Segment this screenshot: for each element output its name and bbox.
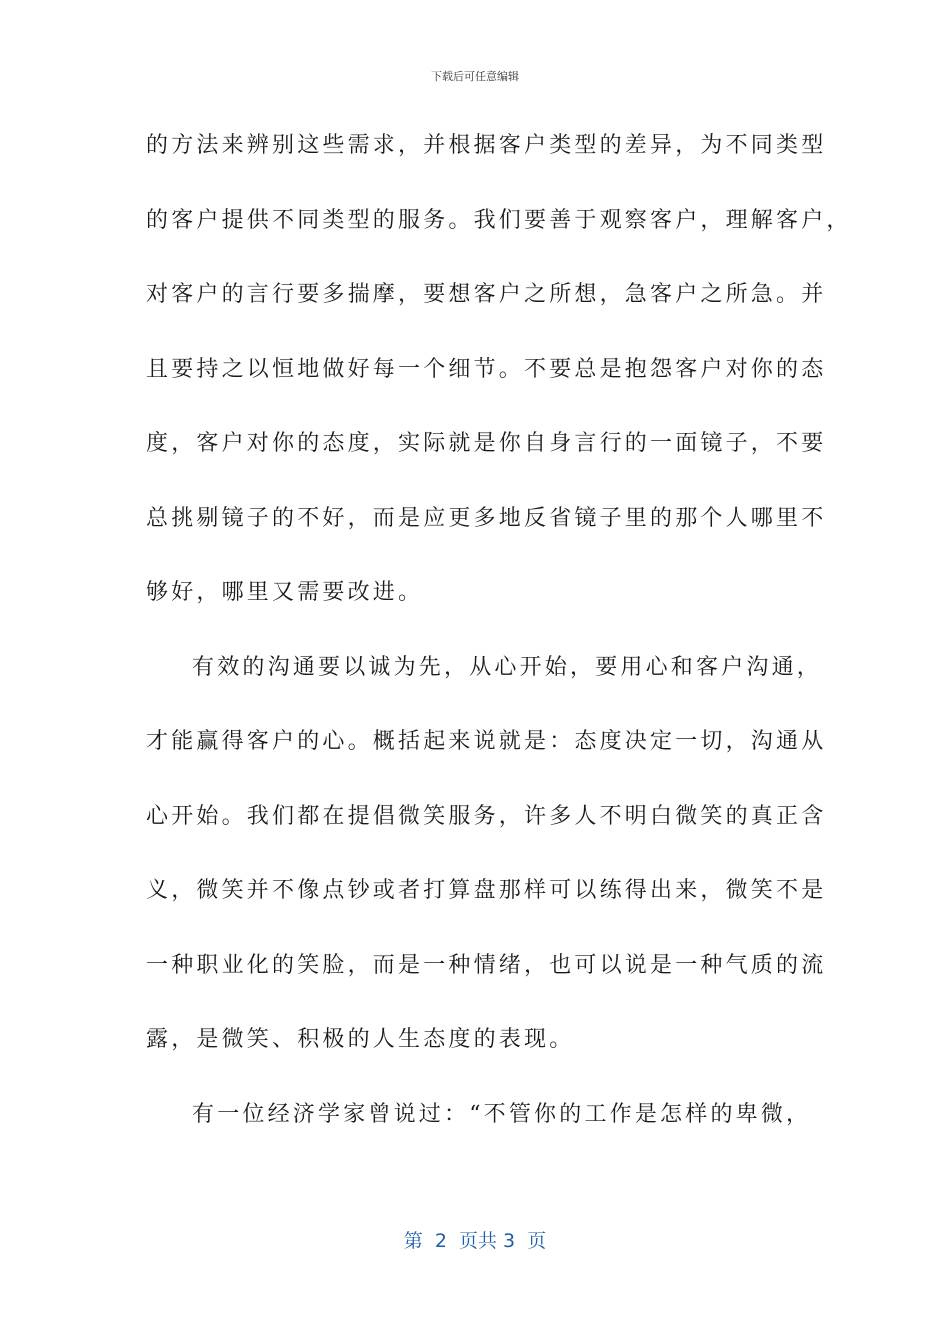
- body-line: 且要持之以恒地做好每一个细节。不要总是抱怨客户对你的态: [146, 356, 827, 382]
- page-number-footer: 第 2 页共 3 页: [403, 1230, 547, 1252]
- body-line: 对客户的言行要多揣摩，要想客户之所想，急客户之所急。并: [146, 282, 827, 307]
- body-line: 心开始。我们都在提倡微笑服务，许多人不明白微笑的真正含: [146, 803, 827, 829]
- body-line: 露，是微笑、积极的人生态度的表现。: [146, 1027, 575, 1052]
- body-line: 总挑剔镜子的不好，而是应更多地反省镜子里的那个人哪里不: [146, 505, 827, 531]
- body-line: 的方法来辨别这些需求，并根据客户类型的差异，为不同类型: [146, 133, 827, 158]
- body-line: 才能赢得客户的心。概括起来说就是：态度决定一切，沟通从: [146, 729, 827, 754]
- body-line: 够好，哪里又需要改进。: [146, 580, 424, 605]
- body-line: 一种职业化的笑脸，而是一种情绪，也可以说是一种气质的流: [146, 952, 827, 978]
- document-body: [146, 120, 852, 1163]
- paragraph-start-line: 有效的沟通要以诚为先，从心开始，要用心和客户沟通，: [192, 654, 823, 680]
- paragraph-start-line: 有一位经济学家曾说过：“不管你的工作是怎样的卑微，: [192, 1101, 812, 1127]
- body-line: 度，客户对你的态度，实际就是你自身言行的一面镜子，不要: [146, 431, 827, 456]
- body-line: 的客户提供不同类型的服务。我们要善于观察客户，理解客户，: [146, 207, 852, 233]
- body-line: 义，微笑并不像点钞或者打算盘那样可以练得出来，微笑不是: [146, 878, 827, 903]
- page-header: 下载后可任意编辑: [431, 70, 519, 83]
